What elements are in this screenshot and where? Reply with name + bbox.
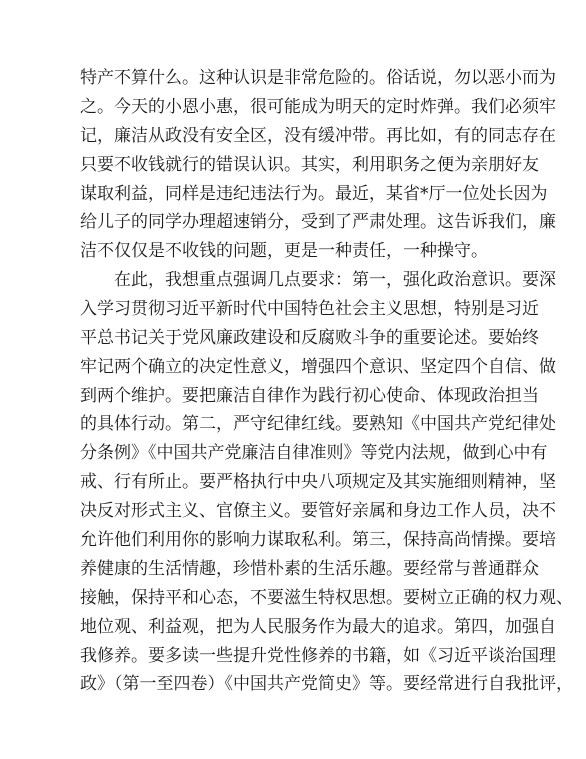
paragraph-line: 入学习贯彻习近平新时代中国特色社会主义思想，特别是习近: [80, 298, 539, 319]
paragraph-line: 决反对形式主义、官僚主义。要管好亲属和身边工作人员，决不: [80, 501, 556, 522]
paragraph-line: 特产不算什么。这种认识是非常危险的。俗话说，勿以恶小而为: [80, 68, 556, 88]
paragraph-2: [80, 266, 573, 699]
paragraph-line: 地位观、利益观，把为人民服务作为最大的追求。第四，加强自: [80, 616, 556, 637]
paragraph-line: 养健康的生活情趣，珍惜朴素的生活乐趣。要经常与普通群众: [80, 558, 539, 579]
paragraph-line: 戒、行有所止。要严格执行中央八项规定及其实施细则精神，坚: [80, 472, 556, 493]
paragraph-line: 洁不仅仅是不收钱的问题，更是一种责任，一种操守。: [80, 241, 488, 262]
paragraph-line: 我修养。要多读一些提升党性修养的书籍，如《习近平谈治国理: [80, 645, 556, 666]
paragraph-line: 平总书记关于党风廉政建设和反腐败斗争的重要论述。要始终: [80, 327, 539, 348]
paragraph-1: [80, 64, 556, 266]
paragraph-line: 在此，我想重点强调几点要求：第一，强化政治意识。要深: [114, 270, 556, 290]
paragraph-line: 分条例》《中国共产党廉洁自律准则》等党内法规，做到心中有: [80, 443, 548, 464]
paragraph-line: 允许他们利用你的影响力谋取私利。第三，保持高尚情操。要培: [80, 530, 556, 551]
paragraph-line: 到两个维护。要把廉洁自律作为践行初心使命、体现政治担当: [80, 385, 539, 406]
paragraph-line: 政》（第一至四卷）《中国共产党简史》等。要经常进行自我批评，: [80, 674, 573, 695]
paragraph-line: 只要不收钱就行的错误认识。其实，利用职务之便为亲朋好友: [80, 154, 539, 175]
paragraph-line: 谋取利益，同样是违纪违法行为。最近，某省*厅一位处长因为: [80, 183, 548, 204]
paragraph-line: 接触，保持平和心态，不要滋生特权思想。要树立正确的权力观、: [80, 587, 573, 608]
paragraph-line: 给儿子的同学办理超速销分，受到了严肃处理。这告诉我们，廉: [80, 212, 556, 233]
paragraph-line: 牢记两个确立的决定性意义，增强四个意识、坚定四个自信、做: [80, 356, 556, 377]
paragraph-line: 之。今天的小恩小惠，很可能成为明天的定时炸弹。我们必须牢: [80, 96, 556, 117]
paragraph-line: 的具体行动。第二，严守纪律红线。要熟知《中国共产党纪律处: [80, 414, 556, 435]
paragraph-line: 记，廉洁从政没有安全区，没有缓冲带。再比如，有的同志存在: [80, 125, 556, 146]
